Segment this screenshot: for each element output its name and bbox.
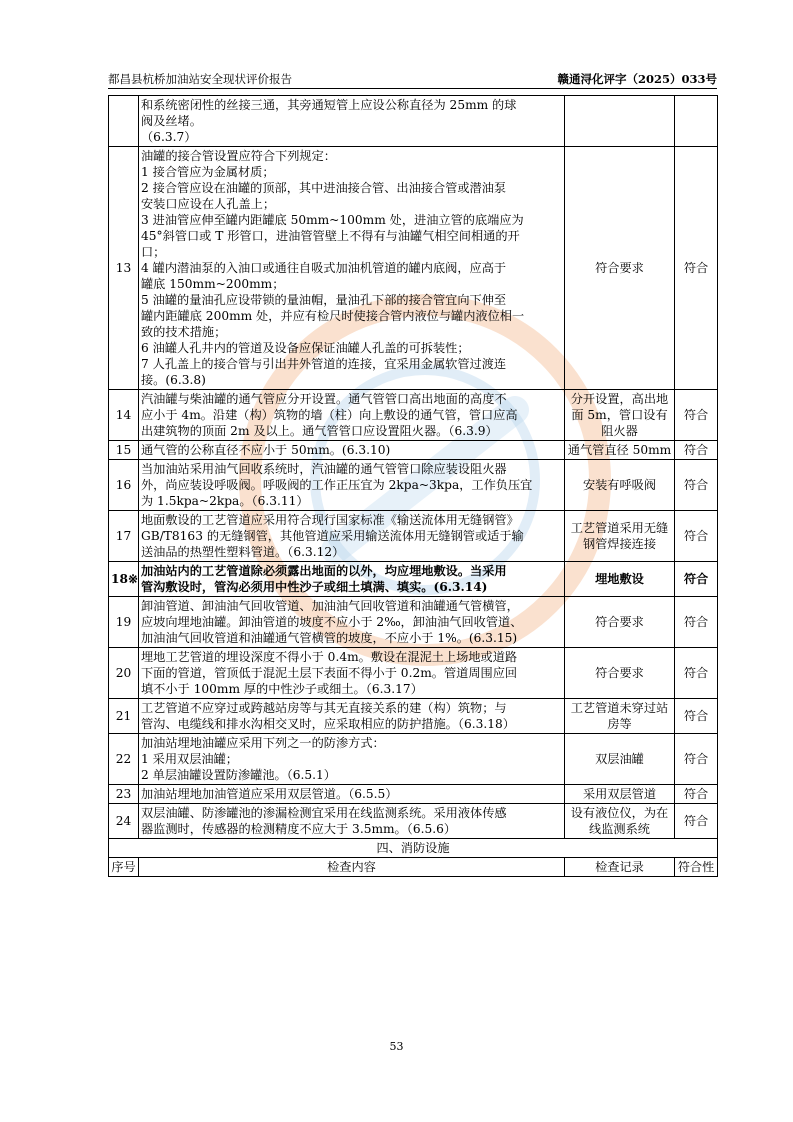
content-line: 器监测时，传感器的检测精度不应大于 3.5mm。（6.5.6） <box>141 822 457 836</box>
check-record: 设有液位仪，为在线监测系统 <box>565 804 675 839</box>
content-line: 罐内距罐底 200mm 处，并应有检尺时使接合管内液位与罐内液位相一 <box>141 309 525 323</box>
row-number: 15 <box>109 441 139 460</box>
check-record: 符合要求 <box>565 648 675 699</box>
row-number: 23 <box>109 785 139 804</box>
check-content <box>139 785 565 804</box>
content-line: （6.3.7） <box>141 130 197 144</box>
content-line: 阀及丝堵。 <box>141 114 202 128</box>
header-no: 序号 <box>109 858 139 877</box>
row-number: 13 <box>109 147 139 390</box>
check-record: 分开设置，高出地面 5m，管口设有阻火器 <box>565 390 675 441</box>
content-line: 4 罐内潜油泵的入油口或通往自吸式加油机管道的罐内底阀，应高于 <box>141 261 507 275</box>
row-number: 19 <box>109 597 139 648</box>
table-row <box>109 147 718 390</box>
row-number: 21 <box>109 699 139 734</box>
row-number: 18※ <box>109 562 139 597</box>
check-content <box>139 734 565 785</box>
row-number: 24 <box>109 804 139 839</box>
check-content <box>139 511 565 562</box>
conformity-result: 符合 <box>675 147 718 390</box>
conformity-result: 符合 <box>675 804 718 839</box>
content-line: 填不小于 100mm 厚的中性沙子或细土。（6.3.17） <box>141 682 423 696</box>
table-row <box>109 734 718 785</box>
content-line: 应坡向埋地油罐。卸油管道的坡度不应小于 2‰，卸油油气回收管道、 <box>141 615 523 629</box>
check-content <box>139 804 565 839</box>
check-content <box>139 390 565 441</box>
check-record: 工艺管道未穿过站房等 <box>565 699 675 734</box>
conformity-result: 符合 <box>675 699 718 734</box>
content-line: 1 采用双层油罐； <box>141 752 238 766</box>
content-line: 为 1.5kpa~2kpa。（6.3.11） <box>141 494 309 508</box>
conformity-result: 符合 <box>675 441 718 460</box>
row-number: 17 <box>109 511 139 562</box>
content-line: 1 接合管应为金属材质； <box>141 165 275 179</box>
check-record: 采用双层管道 <box>565 785 675 804</box>
table-row <box>109 441 718 460</box>
header-result: 符合性 <box>675 858 718 877</box>
row-number: 14 <box>109 390 139 441</box>
page-number: 53 <box>389 1040 404 1053</box>
content-line: 和系统密闭性的丝接三通，其旁通短管上应设公称直径为 25mm 的球 <box>141 98 517 112</box>
table-row <box>109 96 718 147</box>
conformity-result: 符合 <box>675 460 718 511</box>
content-line: 7 人孔盖上的接合管与引出井外管道的连接，宜采用金属软管过渡连 <box>141 357 507 371</box>
conformity-result: 符合 <box>675 597 718 648</box>
content-line: 卸油管道、卸油油气回收管道、加油油气回收管道和油罐通气管横管， <box>141 599 519 613</box>
check-content <box>139 96 565 147</box>
header-content: 检查内容 <box>139 858 565 877</box>
content-line: 安装口应设在人孔盖上； <box>141 197 276 211</box>
content-line: 加油站埋地加油管道应采用双层管道。（6.5.5） <box>141 787 398 801</box>
section-title: 四、消防设施 <box>109 839 718 858</box>
safety-check-table <box>108 95 718 877</box>
content-line: 45°斜管口或 T 形管口，进油管管壁上不得有与油罐气相空间相通的开 <box>141 229 520 243</box>
content-line: 汽油罐与柴油罐的通气管应分开设置。通气管管口高出地面的高度不 <box>141 392 507 406</box>
check-record: 符合要求 <box>565 597 675 648</box>
content-line: 2 接合管应设在油罐的顶部，其中进油接合管、出油接合管或潜油泵 <box>141 181 507 195</box>
content-line: 加油油气回收管道和油罐通气管横管的坡度，不应小于 1%。(6.3.15) <box>141 631 518 645</box>
table-row <box>109 390 718 441</box>
check-record: 双层油罐 <box>565 734 675 785</box>
conformity-result <box>675 96 718 147</box>
content-line: 口； <box>141 245 166 259</box>
table-row <box>109 511 718 562</box>
conformity-result: 符合 <box>675 785 718 804</box>
check-content <box>139 460 565 511</box>
table-row <box>109 648 718 699</box>
content-line: 加油站内的工艺管道除必须露出地面的以外，均应埋地敷设。当采用 <box>141 564 507 578</box>
row-number <box>109 96 139 147</box>
content-line: 应小于 4m。沿建（构）筑物的墙（柱）向上敷设的通气管，管口应高 <box>141 408 518 422</box>
report-title: 都昌县杭桥加油站安全现状评价报告 <box>108 72 292 86</box>
table-body <box>109 96 718 877</box>
header-record: 检查记录 <box>565 858 675 877</box>
check-content <box>139 562 565 597</box>
content-line: 工艺管道不应穿过或跨越站房等与其无直接关系的建（构）筑物；与 <box>141 701 507 715</box>
check-content <box>139 441 565 460</box>
content-line: 加油站埋地油罐应采用下列之一的防渗方式： <box>141 736 385 750</box>
check-record: 工艺管道采用无缝钢管焊接连接 <box>565 511 675 562</box>
row-number: 16 <box>109 460 139 511</box>
check-content <box>139 648 565 699</box>
content-line: 埋地工艺管道的埋设深度不得小于 0.4m。敷设在混泥土上场地或道路 <box>141 650 518 664</box>
content-line: 当加油站采用油气回收系统时，汽油罐的通气管管口除应装设阻火器 <box>141 462 507 476</box>
content-line: 管沟敷设时，管沟必须用中性沙子或细土填满、填实。(6.3.14) <box>141 580 488 594</box>
content-line: 3 进油管应伸至罐内距罐底 50mm~100mm 处，进油立管的底端应为 <box>141 213 524 227</box>
check-record <box>565 96 675 147</box>
content-line: 地面敷设的工艺管道应采用符合现行国家标准《输送流体用无缝钢管》 <box>141 513 519 527</box>
conformity-result: 符合 <box>675 562 718 597</box>
column-header-row <box>109 858 718 877</box>
conformity-result: 符合 <box>675 648 718 699</box>
content-line: 接。(6.3.8) <box>141 373 206 387</box>
content-line: GB/T8163 的无缝钢管，其他管道应采用输送流体用无缝钢管或适于输 <box>141 529 524 543</box>
conformity-result: 符合 <box>675 511 718 562</box>
content-line: 罐底 150mm~200mm； <box>141 277 285 291</box>
row-number: 22 <box>109 734 139 785</box>
content-line: 管沟、电缆线和排水沟相交叉时，应采取相应的防护措施。（6.3.18） <box>141 717 515 731</box>
table-row <box>109 804 718 839</box>
row-number: 20 <box>109 648 139 699</box>
content-line: 致的技术措施； <box>141 325 227 339</box>
section-row <box>109 839 718 858</box>
table-row <box>109 699 718 734</box>
page-header <box>108 70 717 89</box>
check-record: 安装有呼吸阀 <box>565 460 675 511</box>
content-line: 5 油罐的量油孔应设带锁的量油帽，量油孔下部的接合管宜向下伸至 <box>141 293 507 307</box>
report-number: 赣通浔化评字（2025）033号 <box>557 72 717 86</box>
conformity-result: 符合 <box>675 390 718 441</box>
check-record: 符合要求 <box>565 147 675 390</box>
table-row <box>109 460 718 511</box>
content-line: 油罐的接合管设置应符合下列规定： <box>141 149 336 163</box>
content-line: 2 单层油罐设置防渗罐池。（6.5.1） <box>141 768 336 782</box>
content-line: 双层油罐、防渗罐池的渗漏检测宜采用在线监测系统。采用液体传感 <box>141 806 507 820</box>
check-record: 通气管直径 50mm <box>565 441 675 460</box>
content-line: 下面的管道，管顶低于混泥土层下表面不得小于 0.2m。管道周围应回 <box>141 666 518 680</box>
table-row <box>109 785 718 804</box>
check-record: 埋地敷设 <box>565 562 675 597</box>
check-content <box>139 699 565 734</box>
content-line: 通气管的公称直径不应小于 50mm。(6.3.10) <box>141 443 391 457</box>
check-content <box>139 597 565 648</box>
content-line: 出建筑物的顶面 2m 及以上。通气管管口应设置阻火器。（6.3.9） <box>141 424 498 438</box>
conformity-result: 符合 <box>675 734 718 785</box>
content-line: 6 油罐人孔井内的管道及设备应保证油罐人孔盖的可拆装性； <box>141 341 470 355</box>
table-row <box>109 597 718 648</box>
content-line: 外，尚应装设呼吸阀。呼吸阀的工作正压宜为 2kpa~3kpa，工作负压宜 <box>141 478 533 492</box>
table-row <box>109 562 718 597</box>
check-content <box>139 147 565 390</box>
content-line: 送油品的热塑性塑料管道。（6.3.12） <box>141 545 345 559</box>
